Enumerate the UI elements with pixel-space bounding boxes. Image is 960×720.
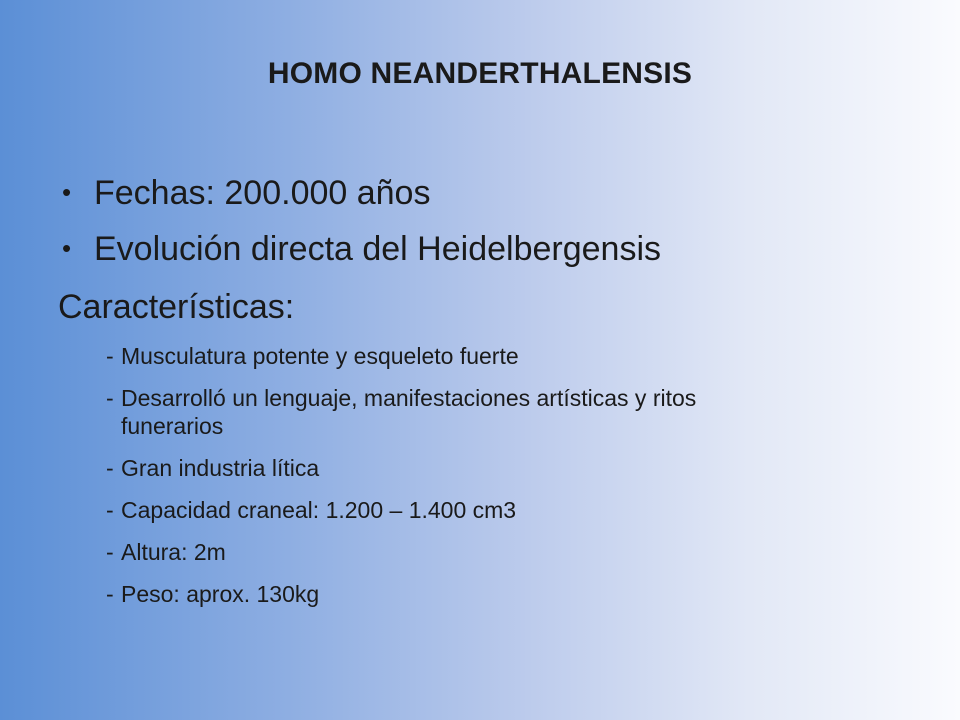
feature-text: Altura: 2m <box>121 539 226 565</box>
bullet-dot-icon: • <box>62 233 72 263</box>
bullet-text-evolution: Evolución directa del Heidelbergensis <box>94 230 661 268</box>
bullet-list <box>58 176 661 288</box>
feature-text: Gran industria lítica <box>121 455 320 481</box>
feature-text: Peso: aprox. 130kg <box>121 581 320 607</box>
slide-title: HOMO NEANDERTHALENSIS <box>267 57 693 90</box>
bullet-dot-icon: • <box>62 177 72 207</box>
bullet-item <box>58 176 661 210</box>
section-heading: Características: <box>58 288 295 326</box>
feature-item <box>106 538 906 566</box>
feature-text: Capacidad craneal: 1.200 – 1.400 cm3 <box>121 497 517 523</box>
feature-item <box>106 342 906 370</box>
feature-text: Musculatura potente y esqueleto fuerte <box>121 343 519 369</box>
dash-marker: - <box>106 385 114 411</box>
feature-item <box>106 454 906 482</box>
feature-text-continuation: funerarios <box>121 413 224 439</box>
dash-marker: - <box>106 539 114 565</box>
feature-item <box>106 496 906 524</box>
feature-text: Desarrolló un lenguaje, manifestaciones artísticas y ritos <box>121 385 697 411</box>
feature-item <box>106 580 906 608</box>
dash-marker: - <box>106 581 114 607</box>
feature-item <box>106 384 906 440</box>
features-list <box>106 342 906 622</box>
bullet-item <box>58 232 661 266</box>
bullet-text-dates: Fechas: 200.000 años <box>94 174 431 212</box>
dash-marker: - <box>106 455 114 481</box>
dash-marker: - <box>106 343 114 369</box>
dash-marker: - <box>106 497 114 523</box>
